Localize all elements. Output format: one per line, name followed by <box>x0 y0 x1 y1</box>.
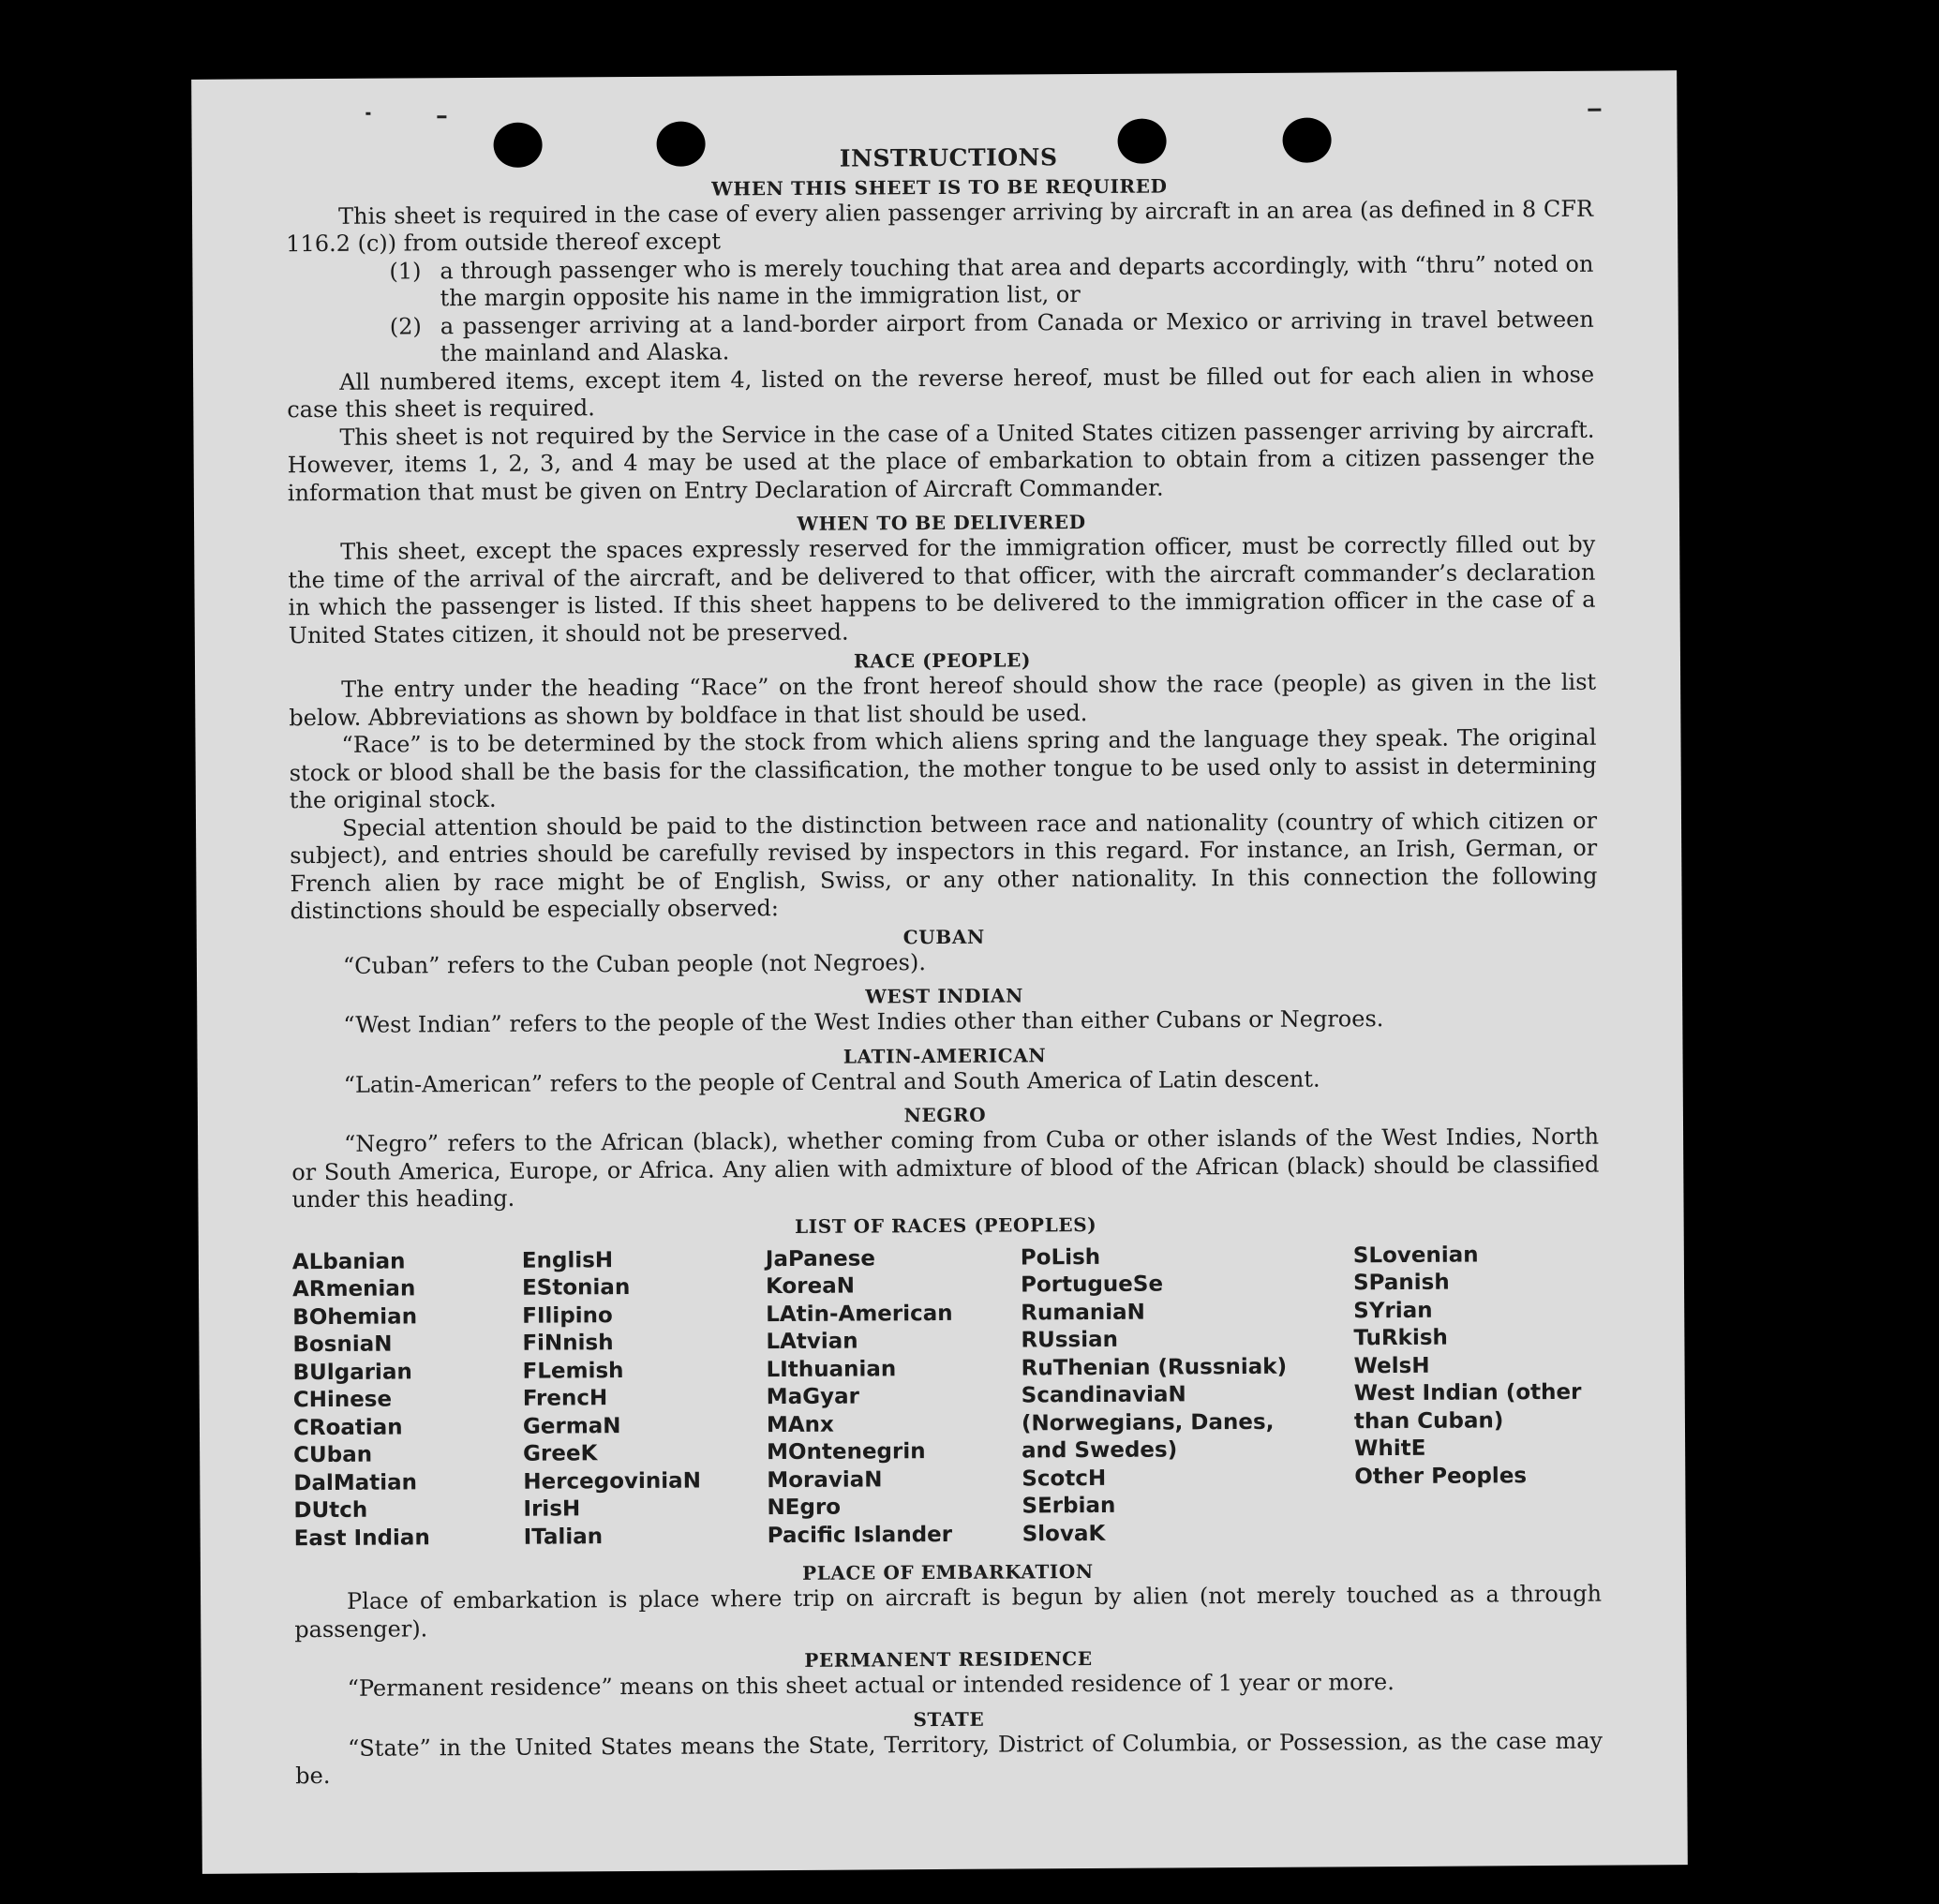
required-intro: This sheet is required in the case of every alien passenger arriving by aircraft in an area (as defined in 8 CFR 116.2 (c)) from outside thereof except <box>286 195 1594 258</box>
race-para: Special attention should be paid to the distinction between race and nationality (country of which citizen or subject), and entries should be carefully revised by inspectors in this regard. For instance, an Irish, German, or French alien by race might be of English, Swiss, or any other nationality. In this connection the following distinctions should be especially observed: <box>290 807 1598 925</box>
required-para: All numbered items, except item 4, listed on the reverse hereof, must be filled out for each alien in whose case this sheet is required. <box>287 361 1595 424</box>
exception-item <box>389 250 1593 313</box>
race-column <box>292 1247 524 1553</box>
race-entry: IrisH <box>523 1496 581 1522</box>
race-entry: LIthuanian <box>766 1356 897 1382</box>
race-entry: FLemish <box>522 1358 624 1384</box>
race-entry: SErbian <box>1022 1493 1116 1519</box>
race-entry: BUlgarian <box>292 1359 412 1385</box>
heading-list-of-races: LIST OF RACES (PEOPLES) <box>794 1212 1097 1238</box>
race-entry: GreeK <box>523 1441 598 1466</box>
residence-text: “Permanent residence” means on this sheet actual or intended residence of 1 year or more. <box>347 1669 1395 1702</box>
heading-cuban: CUBAN <box>902 925 985 948</box>
race-entry: ARmenian <box>291 1276 416 1302</box>
item-text: a passenger arriving at a land-border airport from Canada or Mexico or arriving in travel between the mainland and Alaska. <box>440 305 1594 367</box>
heading-latin-american: LATIN-AMERICAN <box>843 1043 1047 1068</box>
race-entry: BosniaN <box>292 1331 393 1358</box>
heading-embarkation: PLACE OF EMBARKATION <box>801 1560 1094 1584</box>
race-entry: NEgro <box>767 1495 842 1521</box>
race-entry: DalMatian <box>293 1469 418 1495</box>
race-entry: LAtvian <box>766 1329 858 1355</box>
race-entry: TuRkish <box>1353 1325 1448 1351</box>
instructions-text <box>286 141 1603 1791</box>
race-entry: WhitE <box>1354 1435 1426 1462</box>
race-para: “Race” is to be determined by the stock from which aliens spring and the language they speak. The original stock or blood shall be the basis for the classification, the mother tongue to be used only to assist in determining the original stock. <box>289 723 1597 814</box>
race-entry: ITalian <box>523 1524 604 1550</box>
west-indian-text: “West Indian” refers to the people of the West Indies other than either Cubans or Negroes. <box>343 1005 1384 1038</box>
race-column <box>1021 1242 1355 1549</box>
race-entry: MAnx <box>766 1412 834 1437</box>
race-entry: LAtin-American <box>766 1301 953 1327</box>
race-column <box>766 1244 1022 1550</box>
race-entry: RUssian <box>1021 1327 1119 1353</box>
state-text: “State” in the United States means the State, Territory, District of Columbia, or Possession, as the case may be. <box>295 1727 1603 1790</box>
race-entry: KoreaN <box>765 1273 856 1300</box>
race-entry: RuThenian (Russniak) <box>1021 1354 1288 1380</box>
race-entry: RumaniaN <box>1021 1300 1145 1325</box>
race-entry: EnglisH <box>521 1247 614 1273</box>
race-entry: ALbanian <box>291 1248 406 1274</box>
delivered-text: This sheet, except the spaces expressly reserved for the immigration officer, must be correctly filled out by the time of the arrival of the aircraft, and be delivered to that officer, with the aircraft commander’s declaration in which the passenger is listed. If this sheet happens to be delivered to the immigration officer in the case of a United States citizen, it should not be preserved. <box>288 530 1596 648</box>
race-entry: CUban <box>293 1442 373 1468</box>
heading-west-indian: WEST INDIAN <box>865 984 1024 1008</box>
required-para: This sheet is not required by the Service in the case of a United States citizen passenger arriving by aircraft. However, items 1, 2, 3, and 4 may be used at the place of embarkation to obtain from a citizen passenger the information that must be given on Entry Declaration of Aircraft Commander. <box>287 416 1595 506</box>
heading-race: RACE (PEOPLE) <box>853 648 1032 673</box>
race-para: The entry under the heading “Race” on the front hereof should show the race (people) as given in the list below. Abbreviations as shown by boldface in that list should be used. <box>289 668 1597 731</box>
race-entry: PoLish <box>1020 1244 1101 1270</box>
race-entry: PortugueSe <box>1020 1272 1164 1298</box>
race-entry: West Indian (other than Cuban) <box>1353 1379 1582 1434</box>
race-entry: JaPanese <box>765 1245 876 1272</box>
race-entry: ScandinaviaN (Norwegians, Danes, and Swedes) <box>1021 1382 1275 1464</box>
embarkation-text: Place of embarkation is place where trip on aircraft is begun by alien (not merely touched as a through passenger). <box>294 1580 1603 1643</box>
race-entry: CHinese <box>292 1387 393 1413</box>
race-entry: MOntenegrin <box>767 1439 926 1465</box>
negro-text: “Negro” refers to the African (black), whether coming from Cuba or other islands of the West Indies, North or South America, Europe, or Africa. Any alien with admixture of blood of the African (black) should be classified under this heading. <box>291 1123 1600 1213</box>
race-entry: WelsH <box>1353 1353 1430 1378</box>
race-entry: FiNnish <box>522 1331 614 1356</box>
race-column <box>522 1246 768 1552</box>
race-entry: ScotcH <box>1022 1465 1107 1491</box>
race-entry: CRoatian <box>292 1415 403 1440</box>
race-entry: FIlipino <box>522 1302 613 1329</box>
heading-delivered: WHEN TO BE DELIVERED <box>797 511 1086 535</box>
race-entry: SLovenian <box>1352 1242 1479 1268</box>
heading-negro: NEGRO <box>903 1103 987 1127</box>
page-title: INSTRUCTIONS <box>839 143 1058 172</box>
race-entry: SPanish <box>1352 1270 1450 1296</box>
race-entry: Pacific Islander <box>767 1522 953 1548</box>
race-entry: MaGyar <box>766 1384 860 1410</box>
speck <box>1588 109 1601 112</box>
race-entry: GermaN <box>522 1413 621 1439</box>
latin-american-text: “Latin-American” refers to the people of Central and South America of Latin descent. <box>343 1065 1320 1098</box>
race-entry: East Indian <box>293 1525 430 1551</box>
speck <box>365 112 370 115</box>
race-entry: EStonian <box>521 1275 631 1301</box>
item-number: (2) <box>389 312 422 340</box>
cuban-text: “Cuban” refers to the Cuban people (not Negroes). <box>342 948 926 979</box>
race-entry: SYrian <box>1353 1298 1433 1323</box>
item-number: (1) <box>389 257 422 285</box>
heading-permanent-residence: PERMANENT RESIDENCE <box>804 1647 1093 1672</box>
item-text: a through passenger who is merely touching that area and departs accordingly, with “thru” noted on the margin opposite his name in the immigration list, or <box>440 250 1594 312</box>
speck <box>437 115 446 118</box>
race-entry: BOhemian <box>292 1303 418 1330</box>
race-entry: SlovaK <box>1022 1521 1106 1546</box>
exception-item <box>390 305 1594 368</box>
heading-state: STATE <box>913 1707 985 1731</box>
race-entry: FrencH <box>522 1386 608 1411</box>
race-entry: Other Peoples <box>1354 1463 1528 1489</box>
race-entry: HercegoviniaN <box>523 1468 701 1495</box>
race-list <box>292 1241 1602 1553</box>
heading-required: WHEN THIS SHEET IS TO BE REQUIRED <box>711 174 1168 200</box>
race-entry: MoraviaN <box>767 1466 883 1493</box>
race-entry: DUtch <box>293 1497 368 1524</box>
race-column <box>1353 1241 1599 1546</box>
document-sheet <box>191 70 1688 1874</box>
